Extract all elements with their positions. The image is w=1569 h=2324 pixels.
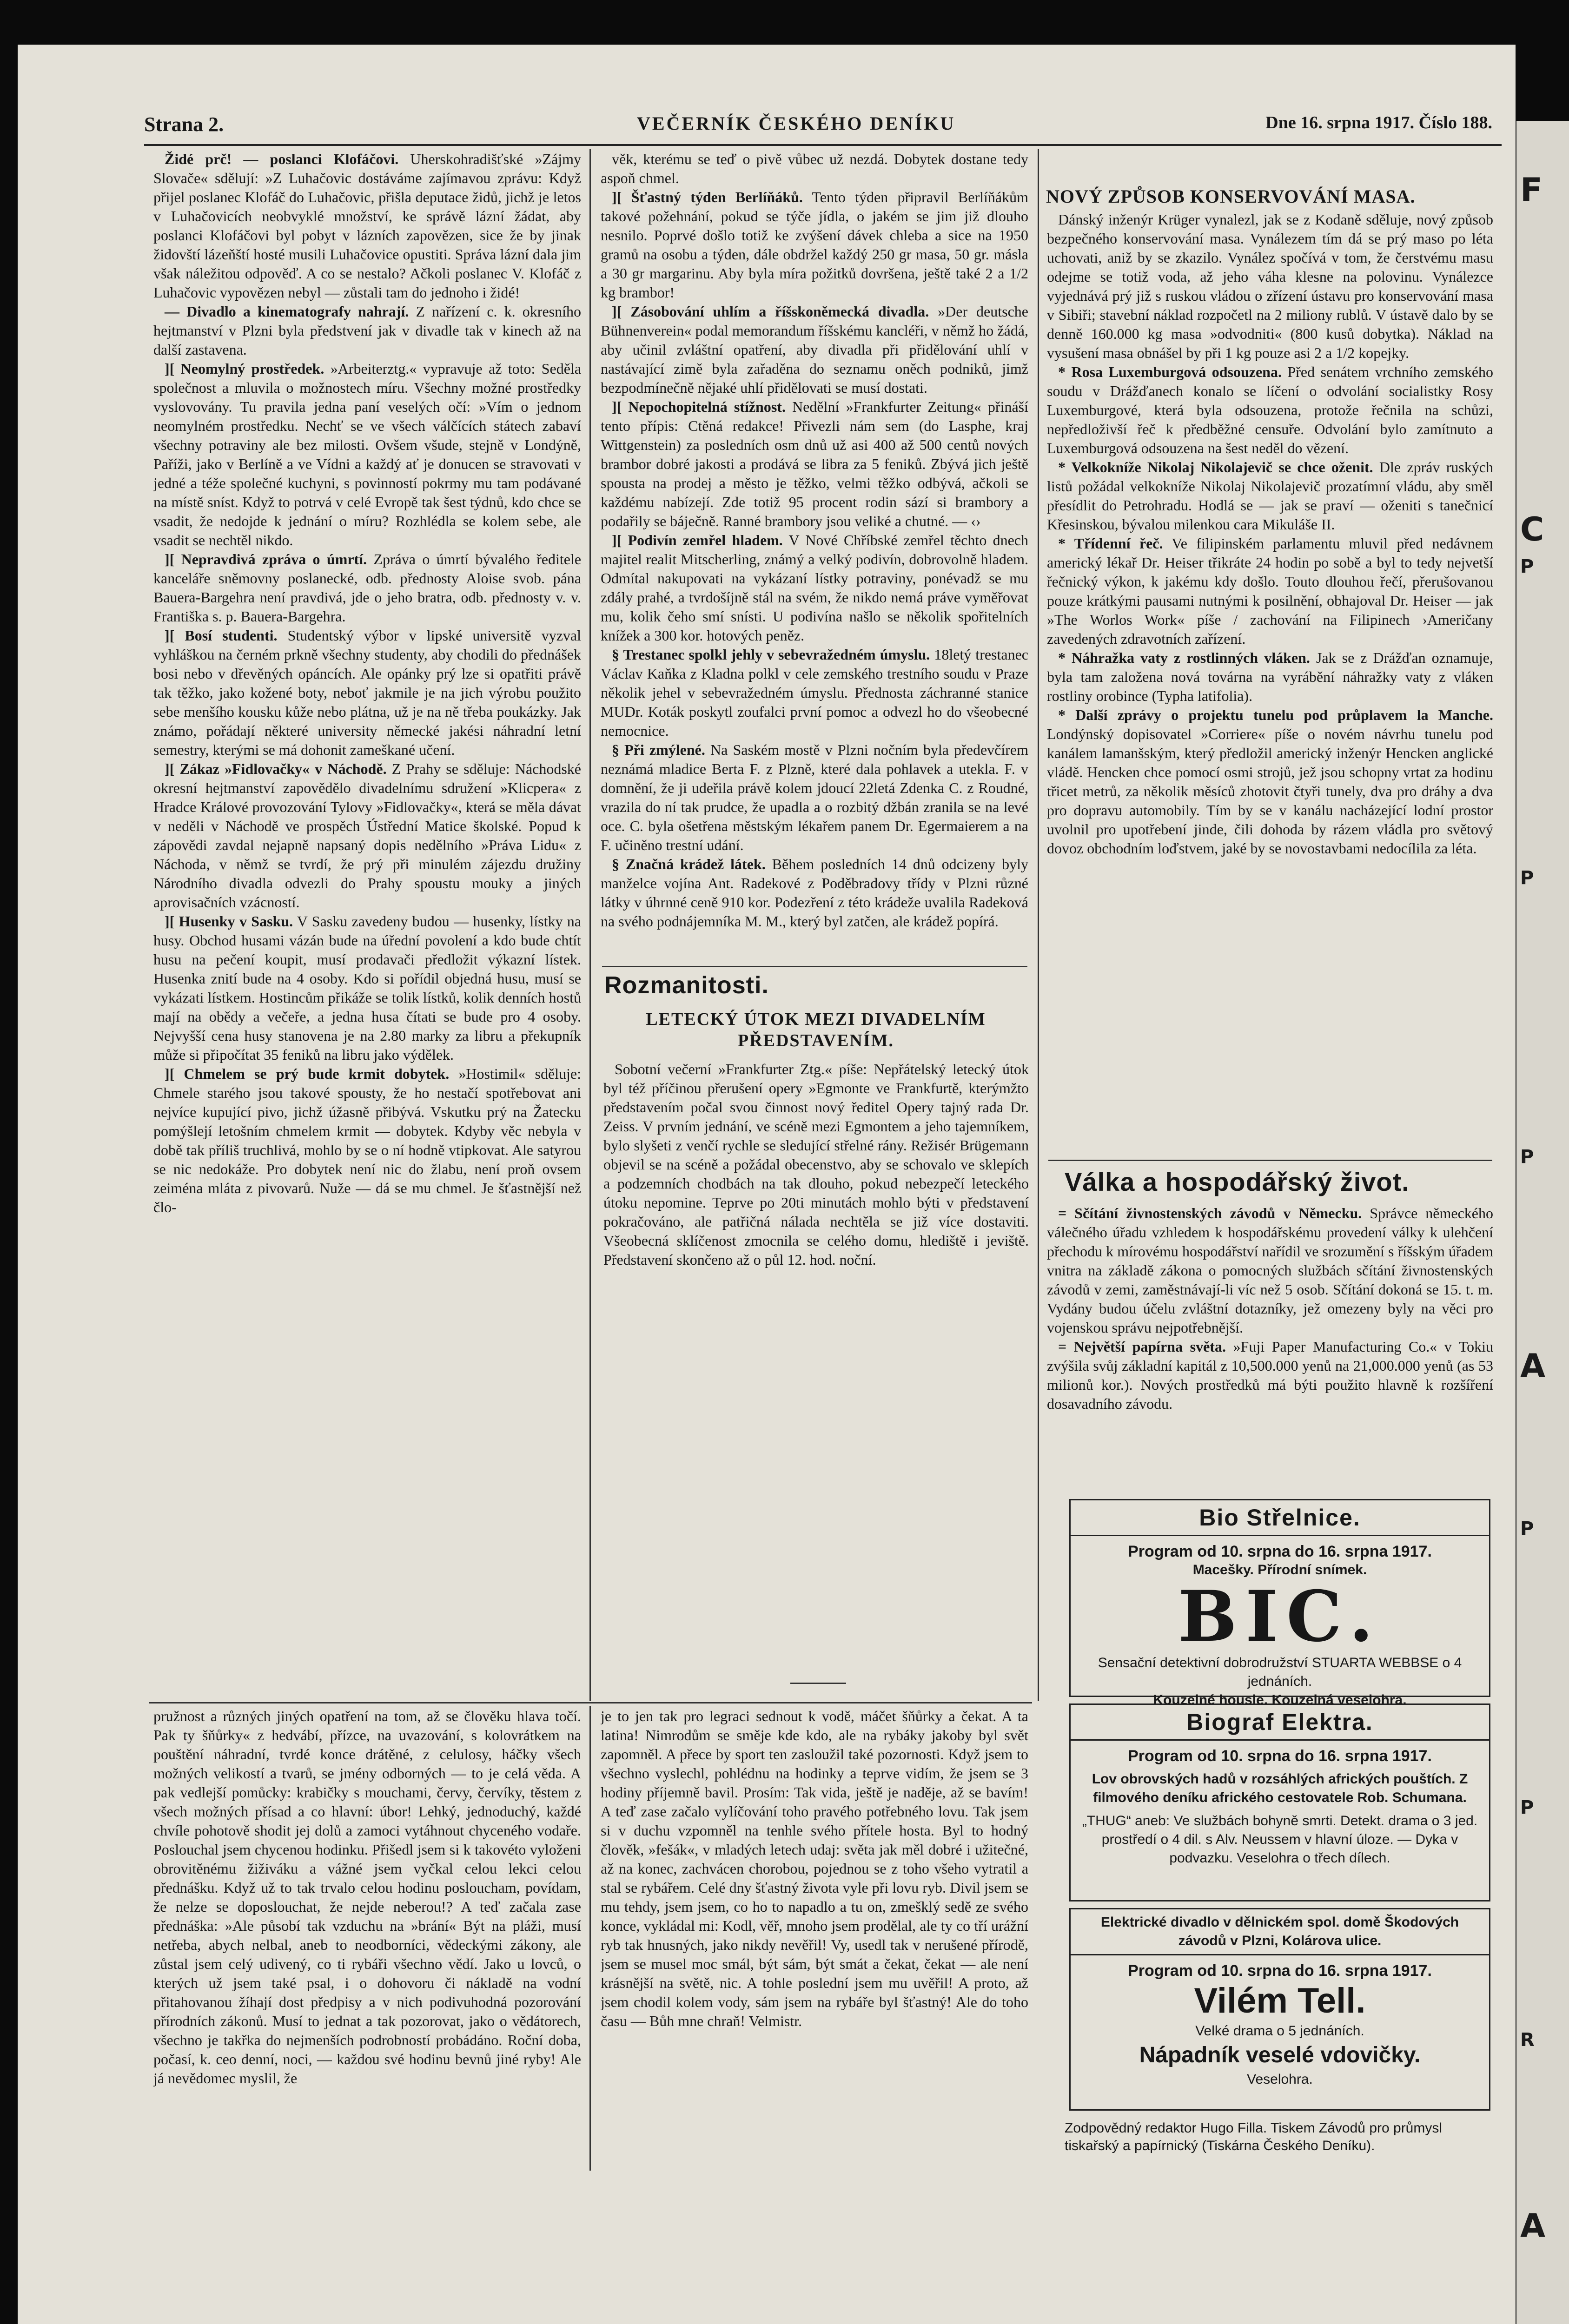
economy-section-title: Válka a hospodářský život. <box>1065 1167 1410 1196</box>
news-item-lead: * Náhražka vaty z rostlinných vláken. <box>1058 649 1310 666</box>
edge-fragment: P <box>1520 867 1534 889</box>
feuilleton-part-1: pružnost a různých jiných opatření na tom, až se člověku hlava točí. Pak ty šňůrky« z hedvábí, přízce, na uvazování, s kolovrátkem na pouštění náhradní, tvrdé konce drátěné, z celulosy, háčky všech možných velikostí a tvarů, se jmény odborných — to je celá věda. A pak vedlejší pomůcky: krabičky s mouchami, červy, červíky, těstem z všech možných přísad a co hlavní: úbor! Lehký, jednoduchý, každé chvíle pohotově shodit jej dolů a zamoci vytáhnout chyceného vodaře. Poslouchal jsem chycenou hodinku. Přišedl jsem si k takovéto vyloženi obrovitěnému žiživáku a vážné jsem vyčkal celou lekci celou přednášku. Když už to tak trvalo celou hodinu posloucham, povídam, že nelze se doposlouchat, že nejde neberou!? A teď začala zase přednáška: »Ale působí tak vzduchu na »brání« Být na pláži, musí netřeba, abych nelbal, aneb to neodborníci, vědeckými zákony, ale zůstal jsem celý udivený, co ti rybáři všechno vědí. Jako u lovců, o kterých už jsem také psal, i o dohovoru či nákladě na vodní přitahovanou žíhají dost předpisy a v nich podivuhodná pozorování přírodních zákonů. Musí to jednat a tak pozorovat, jako o vědátorech, všechno je takřka do nejmenších podrobností probádáno. Roční doba, počasí, k. ceo denní, noci, — každou své hodinu bevnů jiné ryby! Ale já nevědomec myslil, že <box>153 1708 581 2086</box>
ad-program: Program od 10. srpna do 16. srpna 1917. <box>1128 1962 1432 1980</box>
column-divider <box>589 1706 591 2171</box>
news-item-text: Dle zpráv ruských listů požádal velkokníže Nikolaj Nikolajevič prozatímní vládu, aby směl přesídlit do Petrohradu. Hodlá se — jak se praví — oženiti s tanečnicí Křesinskou, bývalou milenkou cara Mikuláše II. <box>1047 459 1493 533</box>
news-item-text: Dánský inženýr Krüger vynalezl, jak se z Kodaně sděluje, nový způsob bezpečného konservování masa. Vynálezem tím dá se prý maso po léta uchovati, aniž by se zkazilo. Vynález spočívá v tom, že čerstvému masu odejme se totiž voda, až jeho váha klesne na polovinu. Vynálezce vyjednává prý již s ruskou vládou o zřízení ústavu pro konservování masa v Sibiři; stavební náklad rozpočetl na 2 miliony rublů. V ústavě dalo by se denně 160.000 kg masa »odvodniti« (800 kusů dobytka). Náklad na vysušení masa obnášel by při 1 kg pouze asi 2 a 1/2 kopejky. <box>1047 211 1493 361</box>
news-item-lead: § Značná krádež látek. <box>612 856 766 872</box>
column-2 <box>601 150 1028 963</box>
news-item <box>1047 648 1493 706</box>
news-item-text: »Fuji Paper Manufacturing Co.« v Tokiu zvýšila svůj základní kapitál z 10,500.000 yenů na 21,000.000 yenů (as 53 milionů kor.). Nových prostředků má býti použito hlavně k rozšíření dosavadního závodu. <box>1047 1338 1493 1412</box>
ad-line: Macešky. Přírodní snímek. <box>1192 1562 1367 1578</box>
ad-heading: Biograf Elektra. <box>1071 1705 1489 1741</box>
edge-fragment: A <box>1520 2207 1546 2245</box>
news-item-text: »Der deutsche Bühnenverein« podal memorandum říšskému kancléři, v němž ho žádá, aby učinil zvláštní opatření, aby divadla při přidělování uhlí v nastávající zimě byla zařaděna do seznamu oněch podniků, jimž bezpodmínečně nějaké uhlí přidělovati se musí dostati. <box>601 303 1028 396</box>
edge-fragment: P <box>1520 1797 1534 1818</box>
news-item-text: »Hostimil« sděluje: Chmele starého jsou takové spousty, že ho nestačí spotřebovat ani nejvíce kupující pivo, jichž úžasně přibývá. Vskutku prý na Žatecku pomýšlejí letošním chmelem krmit — dobytek. Kdyby věc nebyla v době tak příliš truchlivá, mohlo by se o ní hodně vtipkovat. Ale satyrou se nic nedokáže. Pro dobytek není nic do žlabu, není proň ovsem zeiména mláta z pivovarů. Nuže — dá se mu chmel. Je šťastnější než člo- <box>153 1065 581 1215</box>
edge-fragment: R <box>1520 2029 1535 2051</box>
page-number: Strana 2. <box>144 113 224 136</box>
section-divider <box>149 1702 1032 1703</box>
news-item-lead: ][ Nepochopitelná stížnost. <box>612 398 786 415</box>
imprint: Zodpovědný redaktor Hugo Filla. Tiskem Závodů pro průmysl tiskařský a papírnický (Tiskárna Českého Deníku). <box>1065 2120 1443 2153</box>
ad-line: Lov obrovských hadů v rozsáhlých afrických pouštích. Z filmového deníku afrického cestovatele Rob. Schumana. <box>1092 1771 1468 1805</box>
edge-fragment: P <box>1520 1518 1534 1539</box>
news-item-text: věk, kterému se teď o pivě vůbec už nezdá. Dobytek dostane tedy aspoň chmel. <box>601 151 1028 186</box>
news-item-text: Z Prahy se sděluje: Náchodské okresní hejtmanství zapovědělo divadelnímu sdružení »Klicpera« z Hradce Králové provozování Tylovy »Fidlovačky«, která se měla dávat v neděli v Náchodě ve prospěch Ústřední Matice školské. Popud k zápovědi zavdal nejapně napsaný dopis nedělního »Práva Lidu« z Náchoda, v němž se tvrdí, že prý při minulém zájezdu družiny Národního divadla odvezli do Prahy spoustu mouky a jiných aprovisačních vzácností. <box>153 760 581 911</box>
news-item <box>153 359 581 550</box>
issue-date: Dne 16. srpna 1917. Číslo 188. <box>1265 113 1492 132</box>
news-item <box>601 150 1028 188</box>
news-item-text: Londýnský dopisovatel »Corriere« píše o novém návrhu tunelu pod kanálem lamanšským, který předložil americký inženýr Hencken anglické vládě. Hencken chce pomocí osmi strojů, jež jsou schopny vrtat za hodinu třicet metrů, za několik měsíců zhotovit čtyři tunely, dva pro dráhy a dva pro dopravu automobily. Tím by se v kanálu nacházející lodní prostor uvolnil pro upotřebení jinde, čili dohoda by rázem vládla pro světový dovoz obchodním loďstvem, jaké by se novostavbami nedocílila za léta. <box>1047 726 1493 857</box>
ad-elektricke-divadlo <box>1069 1908 1490 2111</box>
news-item-lead: * Rosa Luxemburgová odsouzena. <box>1058 363 1282 380</box>
news-item <box>153 759 581 912</box>
news-item-text: Tento týden připravil Berlíňákům takové požehnání, pokud se týče jídla, o jakém se jim již dlouho nesnilo. Poprvé došlo totiž ke zvýšení dávek chleba a sice na 1950 gramů na osobu a týden, dále obdržel každý 250 gr masa, 50 gr. másla a 30 gr margarinu. Aby byla míra požitků dovršena, ještě také 2 a 1/2 kg brambor! <box>601 189 1028 301</box>
news-item-text: Ve filipinském parlamentu mluvil před nedávnem americký lékař Dr. Heiser třikráte 24 hodin po sobě a byl to tedy nejvetší řečnický výkon, k jakému kdy došlo. Touto dlouhou řečí, přerušovanou pouze krátkými pausami nutnými k posilnění, obhajoval Dr. Heiser — jak »The Worlos Work« píše / zachování na Filipinech ›Američany zavedených zdravotních zařízení. <box>1047 535 1493 647</box>
news-item-text: Studentský výbor v lipské universitě vyzval vyhláškou na černém prkně všechny studenty, aby chodili do přednášek bosi nebo v dřevěných opáncích. Ale opánky prý lze si opatřiti právě tak těžko, jako kožené boty, neboť jakmile je na jich výrobu použito sebe menšího kousku kůže nebo plátna, už je na ně třeba poukázky. Jak známo, pořádají některé university německé jakési náhradní letní semestry, kterými se má dohonit zameškané učení. <box>153 627 581 758</box>
news-item-text: Uherskohradišťské »Zájmy Slovače« sdělují: »Z Luhačovic dostáváme zajímavou zprávu: Když přijel poslanec Klofáč do Luhačovic, přišla deputace židů, jichž je letos v Luhačovicích neobvyklé množství, ke správě lázní žádat, aby poslanci Klofáčovi byl pobyt v lázních zapovězen, sice že by jinak židovští lázeňští hosté musili Luhačovice opustiti. Správa lázní dala jim však náležitou odpověď. A co se nestalo? Ačkoli poslanec V. Klofáč z Luhačovic vypovězen nebyl — zůstali tam do jednoho i židé! <box>153 151 581 301</box>
edge-fragment: C <box>1520 510 1544 548</box>
news-item-lead: § Trestanec spolkl jehly v sebevražedném úmyslu. <box>612 646 930 663</box>
ad-line: Nápadník veselé vdovičky. <box>1139 2043 1421 2067</box>
article-text: Sobotní večerní »Frankfurter Ztg.« píše: Nepřátelský letecký útok byl též příčinou přerušení opery »Egmonte ve Frankfurtě, kterýmžto představením počal svou činnost nový ředitel Opery tajný rada Dr. Zeiss. V prvním jednání, ve scéně mezi Egmontem a jeho tajemníkem, bylo slyšeti z venčí rychle se sledující střelné rány. Režisér Brügemann objevil se na scéně a požádal obecenstvo, aby se schovalo ve sklepích a podzemních chodbách na tak dlouho, pokud nebezpečí leteckého útoku nepomine. Teprve po 20ti minutách mohlo býti v představení pokračováno, ale patřičná nálada nechtěla se již více dostaviti. Všeobecná sklíčenost zmocnila se celého domu, hlediště i jeviště. Představení skončeno až o půl 12. hod. noční. <box>603 1061 1029 1268</box>
news-item-text: 18letý trestanec Václav Kaňka z Kladna polkl v cele zemského trestního soudu v Praze několik jehel v sebevražedném úmyslu. Přednosta záchranné stanice MUDr. Koták poskytl zoufalci první pomoc a odvezl ho do všeobecné nemocnice. <box>601 646 1028 739</box>
news-item <box>1047 1204 1493 1337</box>
news-item-lead: * Velkokníže Nikolaj Nikolajevič se chce oženit. <box>1058 459 1373 475</box>
news-item-text: Jak se z Drážďan oznamuje, byla tam založena nová továrna na vyrábění náhražky vaty z vláken rostliny orobince (Typha latifolia). <box>1047 649 1493 704</box>
news-item-lead: ][ Šťastný týden Berlíňáků. <box>612 189 803 205</box>
news-item-lead: § Při zmýlené. <box>612 741 705 758</box>
news-item <box>153 302 581 359</box>
ad-program: Program od 10. srpna do 16. srpna 1917. <box>1128 1747 1432 1765</box>
ad-line: Kouzelné housle. Kouzelná veselohra. <box>1153 1692 1407 1708</box>
column-3-title: NOVÝ ZPŮSOB KONSERVOVÁNÍ MASA. <box>1046 186 1416 207</box>
section-divider <box>1048 1160 1492 1161</box>
news-item-lead: * Třídenní řeč. <box>1058 535 1163 552</box>
ad-heading: Elektrické divadlo v dělnickém spol. domě Škodových závodů v Plzni, Kolárova ulice. <box>1071 1909 1489 1955</box>
ad-line: Velké drama o 5 jednáních. <box>1195 2023 1364 2039</box>
news-item-lead: Židé prč! — poslanci Klofáčovi. <box>165 151 399 167</box>
adjacent-page-edge <box>1516 121 1569 2324</box>
news-item <box>601 531 1028 645</box>
news-item-text: V Sasku zavedeny budou — husenky, lístky na husy. Obchod husami vázán bude na úřední povolení a kdo bude chtít husu na pečení koupit, musí prodavači předložit výkazní lístek. Husenka znití bude na 4 osoby. Kdo si pořídil objedná husu, musí se vykázati lístkem. Hostincům přikáže se tolik lístků, kolik denních hostů mají na obědy a večeře, a jedna husa čítati se bude pro 4 osoby. Nejvyšší cena husy stanovena je na 2.80 marky za libru a překupník může si připočítat 35 feniků na libru jako výdělek. <box>153 913 581 1063</box>
edge-fragment: P <box>1520 1146 1534 1168</box>
news-item-text: V Nové Chříbské zemřel těchto dnech majitel realit Mitscherling, známý a velký podivín, dobrovolně hladem. Odmítal nakupovati na vykázaní lístky potraviny, ponévadž se mu zdály prahé, a tvrdošíjně stál na svém, že nikdo nemá práve vyměřovat mu, kolik čeho smí snísti. U podivína našlo se několik spořitelních knížek a 300 kor. hotových peněz. <box>601 532 1028 644</box>
news-item-lead: ][ Chmelem se prý bude krmit dobytek. <box>165 1065 450 1082</box>
news-item <box>1047 363 1493 458</box>
news-item-text: Před senátem vrchního zemského soudu v Drážďanech konalo se líčení o odvolání socialistky Rosy Luxemburgové, která byla odsouzena, protože řečnila na schůzi, nepředloživší řeč k předběžné censuře. Odvolání bylo zamítnuto a Luxemburgová odsouzena na šest neděl do vězení. <box>1047 363 1493 456</box>
news-item-text: Během posledních 14 dnů odcizeny byly manželce vojína Ant. Radekové z Poděbradovy třídy v Plzni různé látky v úhrnné ceně 910 kor. Podezření z této krádeže uvalila Radeková na svého podnájemníka M. M., který byl zatčen, ale krádež popírá. <box>601 856 1028 930</box>
news-item <box>601 645 1028 740</box>
news-item-text: Zpráva o úmrtí bývalého ředitele kanceláře sněmovny poslanecké, odb. přednosty Aloise svob. pána Bauera-Bargehra není pravdivá, jde o jeho bratra, odb. přednosty v. v. Františka s. p. Bauera-Bargehra. <box>153 551 581 625</box>
edge-fragment: P <box>1520 556 1534 577</box>
news-item-lead: * Další zprávy o projektu tunelu pod průplavem la Manche. <box>1058 706 1493 723</box>
news-item-lead: ][ Bosí studenti. <box>165 627 278 644</box>
page-header <box>144 107 1502 146</box>
news-item-lead: ][ Zásobování uhlím a říšskoněmecká divadla. <box>612 303 929 320</box>
news-item-text: Z nařízení c. k. okresního hejtmanství v Plzni byla předstvení jak v divadle tak v kinech až na další zastavena. <box>153 303 581 358</box>
news-item-text: »Arbeiterztg.« vypravuje až toto: Seděla společnost a mluvila o možnostech míru. Všechny možné prostředky vyslovovány. Tu pravila jedna paní veselých očí: »Vím o jednom neomylném prostředku. Nechť se ve všech válčících státech zabaví všechny potraviny ale bez milosti. Ovšem všude, stejně v Londýně, Paříži, jako v Berlíně a ve Vídni a každý ať je donucen se stravovati v jedné a téže společné kuchyni, s povinností pokrmy mu tam podávané na místě sníst. Když to potrvá v celé Evropě tak šest týdnů, kdo chce se vsadit, že nedojde k jednání o míru? Rozhlédla se kolem sebe, ale vsadit se nechtěl nikdo. <box>153 360 581 548</box>
ad-line: Veselohra. <box>1247 2072 1313 2087</box>
newspaper-title: VEČERNÍK ČESKÉHO DENÍKU <box>637 113 956 134</box>
ad-line: „THUG“ aneb: Ve službách bohyně smrti. Detekt. drama o 3 jed. prostředí o 4 dil. s Alv. Neussem v hlavní úloze. — Dyka v podvazku. Veselohra o třech dílech. <box>1082 1813 1478 1866</box>
news-item <box>601 302 1028 397</box>
ad-biograf-elektra <box>1069 1703 1490 1901</box>
news-item-text: Nedělní »Frankfurter Zeitung« přináší tento přípis: Ctěná redakce! Přivezli nám sem (do Lasphe, kraj Wittgenstein) za posledních osm dnů už asi 400 až 500 centů nových brambor dobré jakosti a prodává se libra za 5 feniků. Zbývá jich ještě spousta na prodej a město je těžko, velmi těžko odbývá, ačkoli se každému nabízejí. Zde totiž 95 procent rodin sází si brambory a podařily se báječně. Ranné brambory jsou veliké a chutné. — ‹› <box>601 398 1028 529</box>
column-divider <box>589 149 591 1701</box>
news-item <box>601 740 1028 855</box>
news-item <box>153 150 581 302</box>
news-item <box>601 855 1028 931</box>
section-divider <box>602 966 1027 967</box>
news-item <box>153 912 581 1064</box>
news-item-lead: ][ Podivín zemřel hladem. <box>612 532 783 548</box>
news-item <box>153 1064 581 1217</box>
news-item <box>601 188 1028 302</box>
news-item-lead: ][ Husenky v Sasku. <box>165 913 293 930</box>
news-item <box>153 550 581 626</box>
column-3 <box>1047 210 1493 1154</box>
ad-feature-title: Vilém Tell. <box>1194 1981 1366 2020</box>
news-item-text: Na Saském mostě v Plzni nočním byla předevčírem neznámá mladice Berta F. z Plzně, které dala pohlavek a utekla. F. v domnění, že ji udeřila právě kolem jdoucí 22letá Zdenka C. z Roudné, vrazila do ní tak prudce, že upadla a o rozbitý džbán zranila se na levé oce. C. byla ošetřena městským lékařem panem Dr. Egermaierem a na F. učiněno trestní udání. <box>601 741 1028 853</box>
ad-feature-title: BIC. <box>1178 1576 1382 1657</box>
section-title: Rozmanitosti. <box>604 972 769 999</box>
news-item <box>1047 1337 1493 1413</box>
news-item <box>1047 706 1493 858</box>
news-item-lead: ][ Neomylný prostředek. <box>165 360 324 377</box>
column-1 <box>153 150 581 1697</box>
edge-fragment: F <box>1520 171 1543 209</box>
bottom-middle-text <box>601 1707 1028 2172</box>
news-item-lead: — Divadlo a kinematografy nahrají. <box>165 303 409 320</box>
news-item-text: Správce německého válečného úřadu vzhledem k hospodářskému provedení války k ulehčení přechodu k mírovému hospodářství nařídil ve srozumění s říšským úřadem vnitra na základě zákona o pomocných službách sčítání živnostenských závodů v zemi, zaměstnávají-li víc než 5 osob. Sčítání dokoná se 15. t. m. Vydány budou účelu zvláštní dotazníky, jež omezeny byly na věci pro vojenskou správu nejpotřebnější. <box>1047 1205 1493 1336</box>
news-item <box>601 397 1028 531</box>
news-item-lead: ][ Nepravdivá zpráva o úmrtí. <box>165 551 367 568</box>
ad-program: Program od 10. srpna do 16. srpna 1917. <box>1128 1543 1432 1560</box>
column-divider <box>1038 149 1039 1701</box>
news-item <box>153 626 581 759</box>
news-item-lead: ][ Zákaz »Fidlovačky« v Náchodě. <box>165 760 387 777</box>
news-item <box>1047 458 1493 534</box>
end-rule <box>790 1683 846 1684</box>
bottom-left-text <box>153 1707 581 2172</box>
news-item <box>1047 534 1493 648</box>
article-title: LETECKÝ ÚTOK MEZI DIVADELNÍM PŘEDSTAVENÍM. <box>646 1010 986 1050</box>
economy-section <box>1047 1204 1493 1487</box>
news-item-lead: = Největší papírna světa. <box>1058 1338 1226 1355</box>
news-item <box>1047 210 1493 363</box>
ad-line: Sensační detektivní dobrodružství STUARTA WEBBSE o 4 jednáních. <box>1098 1655 1462 1689</box>
feuilleton-part-2: je to jen tak pro legraci sednout k vodě, máčet šňůrky a čekat. A ta latina! Nimrodům se směje kde kdo, ale na rybáky jakoby byl svět zapomněl. A přece by sport ten zasloužil také pozornosti. Když jsem to všechno vyslechl, pohlédnu na hodinky a teprve vidím, že jsem se 3 hodiny příjemně bavil. Prosím: Tak vida, ještě je naděje, až se bavím! A teď zase začalo vylíčování toho pravého potřebného lovu. Tak jsem si v duchu vzpomněl na tenhle svého přítele hosta. Byl to hodný člověk, »fešák«, v mladých letech udaj: světa jak měl dobré i užitečné, až na konec, zachvácen chorobou, pojednou se z toho všeho vytratil a stal se rybářem. Celé dny šťastný života vyle při lovu ryb. Divil jsem se mu tehdy, jsem jsem, co ho to napadlo a tu on, zmešklý sedě ze svého konce, vykládal mi: Kodl, věř, mnoho jsem prodělal, ale ty co tří urážní ryb tak hnusných, jako nikdy nevěřil! Vy, usedl tak v nerušené přírodě, jsem se musel moc smál, být sám, být smát a čekat, čekat — ale není krásnější na světě, nic. A tohle poslední jsem mu uvěřil! A proto, až jsem chodil kolem vody, sám jsem na rybáře byl šťastný! Ale do toho času — Bůh mne chraň! Velmistr. <box>601 1708 1028 2029</box>
article-body <box>603 1060 1029 1683</box>
edge-fragment: A <box>1520 1347 1546 1385</box>
ad-bio-strelnice <box>1069 1499 1490 1708</box>
ad-heading: Bio Střelnice. <box>1071 1500 1489 1536</box>
news-item-lead: = Sčítání živnostenských závodů v Německu. <box>1058 1205 1362 1221</box>
